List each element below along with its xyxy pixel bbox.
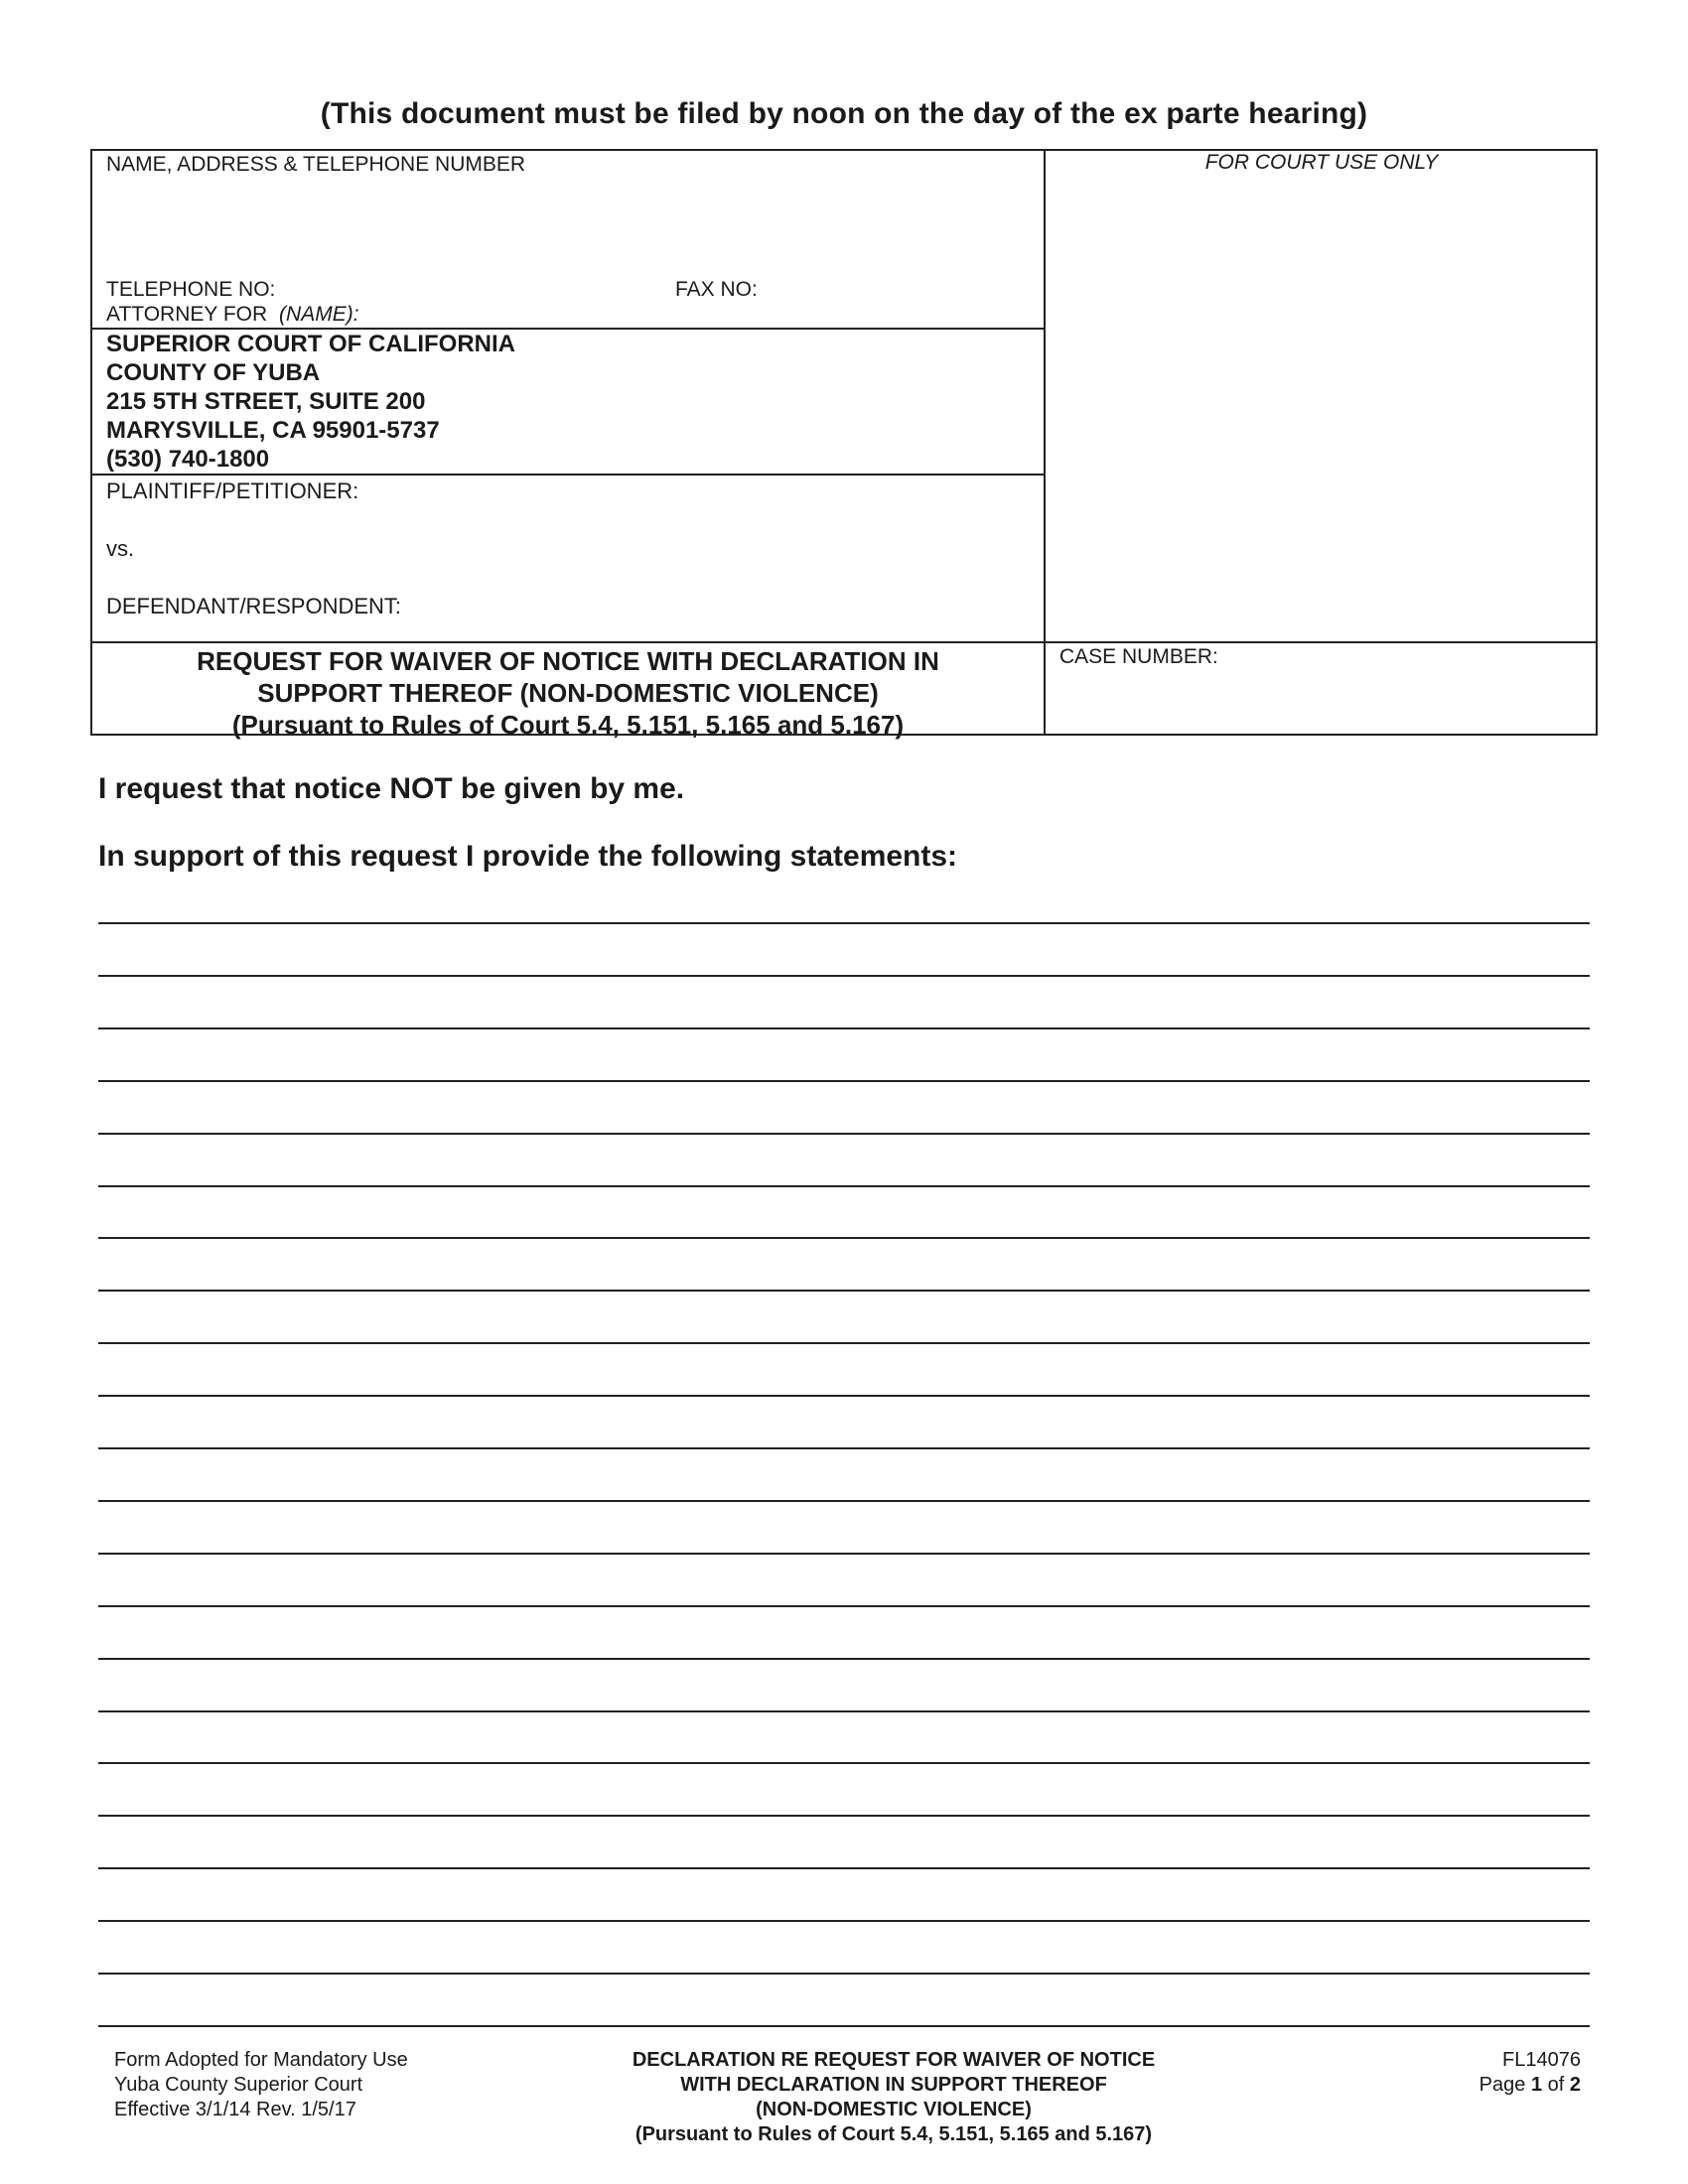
court-city-zip: MARYSVILLE, CA 95901-5737 <box>106 417 440 444</box>
footer-form-number <box>1479 2048 1581 2098</box>
form-title-line2: SUPPORT THEREOF (NON-DOMESTIC VIOLENCE) <box>257 678 879 708</box>
writing-line[interactable] <box>98 1027 1590 1029</box>
page-indicator <box>1479 2073 1581 2098</box>
footer-center-line4: (Pursuant to Rules of Court 5.4, 5.151, 5.165 and 5.167) <box>634 2123 1153 2145</box>
divider-court-parties <box>92 474 1044 476</box>
court-county: COUNTY OF YUBA <box>106 359 321 386</box>
writing-line[interactable] <box>98 1658 1590 1660</box>
court-phone: (530) 740-1800 <box>106 446 270 473</box>
telephone-label <box>106 278 275 302</box>
footer-center-line3: (NON-DOMESTIC VIOLENCE) <box>756 2099 1032 2120</box>
writing-line[interactable] <box>98 1710 1590 1712</box>
plaintiff-label: PLAINTIFF/PETITIONER: <box>106 478 359 503</box>
writing-line[interactable] <box>98 1920 1590 1922</box>
writing-line[interactable] <box>98 1867 1590 1869</box>
telephone-label-text: TELEPHONE NO: <box>106 278 276 301</box>
footer-left-line3: Effective 3/1/14 Rev. 1/5/17 <box>114 2099 356 2120</box>
page-current: 1 <box>1530 2074 1543 2096</box>
caption-header-box <box>90 149 1598 740</box>
attorney-for-name-hint: (NAME): <box>279 303 359 326</box>
court-address-block <box>106 330 515 474</box>
writing-line[interactable] <box>98 1762 1590 1764</box>
writing-line[interactable] <box>98 1605 1590 1607</box>
attorney-for-label <box>106 303 359 327</box>
writing-line[interactable] <box>98 975 1590 977</box>
footer-form-adoption <box>114 2048 408 2122</box>
writing-line[interactable] <box>98 1290 1590 1292</box>
divider-parties-title <box>92 641 1598 643</box>
court-use-only-label: FOR COURT USE ONLY <box>1204 151 1439 174</box>
request-statement: I request that notice NOT be given by me. <box>98 772 685 805</box>
attorney-for-label-text: ATTORNEY FOR <box>106 303 268 326</box>
writing-line[interactable] <box>98 1237 1590 1239</box>
form-title-line1: REQUEST FOR WAIVER OF NOTICE WITH DECLARATION IN <box>197 646 939 676</box>
footer-form-title <box>496 2048 1291 2147</box>
footer-center-line2: WITH DECLARATION IN SUPPORT THEREOF <box>680 2074 1107 2096</box>
page-total: 2 <box>1569 2074 1581 2096</box>
writing-line[interactable] <box>98 1500 1590 1502</box>
writing-line[interactable] <box>98 1815 1590 1817</box>
footer-left-line1: Form Adopted for Mandatory Use <box>114 2049 408 2071</box>
name-address-label: NAME, ADDRESS & TELEPHONE NUMBER <box>106 153 526 176</box>
caption-column-divider <box>1044 151 1046 734</box>
case-number-label: CASE NUMBER: <box>1059 645 1218 668</box>
fax-label: FAX NO: <box>675 278 758 301</box>
writing-line[interactable] <box>98 1185 1590 1187</box>
footer-center-line1: DECLARATION RE REQUEST FOR WAIVER OF NOTICE <box>632 2049 1156 2071</box>
page-word: Page <box>1478 2074 1526 2096</box>
court-name: SUPERIOR COURT OF CALIFORNIA <box>106 331 515 357</box>
form-title <box>92 645 1044 741</box>
writing-line[interactable] <box>98 1395 1590 1397</box>
court-street: 215 5TH STREET, SUITE 200 <box>106 388 426 415</box>
form-number: FL14076 <box>1502 2049 1581 2071</box>
writing-line[interactable] <box>98 1080 1590 1082</box>
support-statement: In support of this request I provide the following statements: <box>98 840 958 873</box>
writing-line[interactable] <box>98 1133 1590 1135</box>
page-of: of <box>1547 2074 1565 2096</box>
writing-line[interactable] <box>98 1973 1590 1975</box>
footer-left-line2: Yuba County Superior Court <box>114 2074 363 2096</box>
form-title-line3: (Pursuant to Rules of Court 5.4, 5.151, 5.165 and 5.167) <box>231 710 905 740</box>
writing-line[interactable] <box>98 2025 1590 2027</box>
writing-line[interactable] <box>98 1342 1590 1344</box>
writing-line[interactable] <box>98 1447 1590 1449</box>
defendant-label: DEFENDANT/RESPONDENT: <box>106 594 402 618</box>
writing-line[interactable] <box>98 1553 1590 1555</box>
writing-line[interactable] <box>98 922 1590 924</box>
filing-deadline-notice: (This document must be filed by noon on the day of the ex parte hearing) <box>320 97 1368 130</box>
vs-label: vs. <box>106 536 135 561</box>
